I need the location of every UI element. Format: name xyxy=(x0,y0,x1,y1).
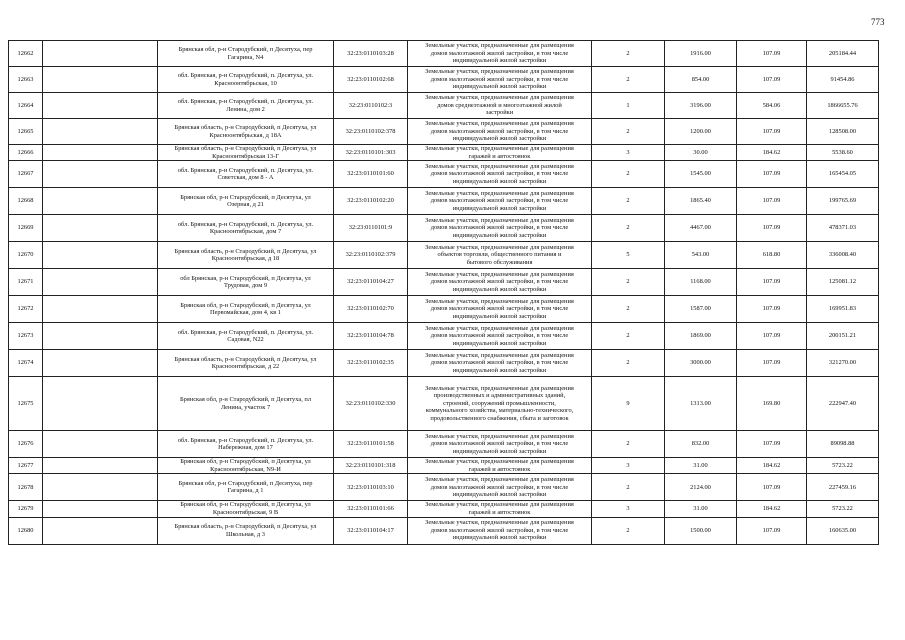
spacer-cell xyxy=(43,67,158,93)
area-cell: 1500.00 xyxy=(665,517,737,544)
specific-value-cell: 107.09 xyxy=(737,188,807,215)
group-number-cell: 3 xyxy=(592,501,665,517)
area-cell: 1168.00 xyxy=(665,269,737,296)
cadastral-number-cell: 32:23:0110104:78 xyxy=(334,323,408,350)
row-number-cell: 12675 xyxy=(9,377,43,431)
table-row xyxy=(9,119,879,145)
cadastral-number-cell: 32:23:0110102:20 xyxy=(334,188,408,215)
row-number-cell: 12680 xyxy=(9,517,43,544)
address-cell: Брянская обл, р-н Стародубский, п Десятуха, пл Ленина, участок 7 xyxy=(158,377,334,431)
cadastral-value-cell: 91454.86 xyxy=(807,67,879,93)
cadastral-number-cell: 32:23:0110101:58 xyxy=(334,431,408,458)
group-number-cell: 2 xyxy=(592,323,665,350)
area-cell: 3000.00 xyxy=(665,350,737,377)
cadastral-number-cell: 32:23:0110101:60 xyxy=(334,161,408,188)
row-number-cell: 12679 xyxy=(9,501,43,517)
table-row xyxy=(9,350,879,377)
address-cell: Брянская обл, р-н Стародубский, п Десятуха, пер Гагарина, N4 xyxy=(158,41,334,67)
row-number-cell: 12672 xyxy=(9,296,43,323)
land-use-cell: Земельные участки, предназначенные для размещения домов малоэтажной жилой застройки, в том числе индивидуальной жилой застройки xyxy=(408,350,592,377)
spacer-cell xyxy=(43,41,158,67)
spacer-cell xyxy=(43,474,158,501)
group-number-cell: 9 xyxy=(592,377,665,431)
spacer-cell xyxy=(43,242,158,269)
group-number-cell: 1 xyxy=(592,93,665,119)
land-use-cell: Земельные участки, предназначенные для размещения домов малоэтажной жилой застройки, в том числе индивидуальной жилой застройки xyxy=(408,67,592,93)
cadastral-value-cell: 169951.83 xyxy=(807,296,879,323)
specific-value-cell: 107.09 xyxy=(737,517,807,544)
address-cell: обл Брянская, р-н Стародубский, п Десятуха, ул Трудовая, дом 9 xyxy=(158,269,334,296)
table-row xyxy=(9,161,879,188)
address-cell: Брянская область, р-н Стародубский, п Десятуха, ул Красноонтябрьская 13-Г xyxy=(158,145,334,161)
area-cell: 1545.00 xyxy=(665,161,737,188)
table-row xyxy=(9,93,879,119)
cadastral-value-cell: 125081.12 xyxy=(807,269,879,296)
table-row xyxy=(9,215,879,242)
table-row xyxy=(9,41,879,67)
cadastral-number-cell: 32:23:0110104:17 xyxy=(334,517,408,544)
cadastral-number-cell: 32:23:0110104:27 xyxy=(334,269,408,296)
table-row xyxy=(9,517,879,544)
address-cell: Брянская обл, р-н Стародубский, п Десятуха, ул Первомайская, дом 4, кв 1 xyxy=(158,296,334,323)
specific-value-cell: 107.09 xyxy=(737,350,807,377)
table-row xyxy=(9,188,879,215)
cadastral-value-cell: 478371.03 xyxy=(807,215,879,242)
group-number-cell: 3 xyxy=(592,458,665,474)
table-body xyxy=(9,41,879,545)
cadastral-value-cell: 165454.05 xyxy=(807,161,879,188)
land-use-cell: Земельные участки, предназначенные для размещения домов малоэтажной жилой застройки, в том числе индивидуальной жилой застройки xyxy=(408,188,592,215)
spacer-cell xyxy=(43,350,158,377)
spacer-cell xyxy=(43,145,158,161)
area-cell: 832.00 xyxy=(665,431,737,458)
area-cell: 1916.00 xyxy=(665,41,737,67)
area-cell: 31.00 xyxy=(665,458,737,474)
cadastral-number-cell: 32:23:0110101:318 xyxy=(334,458,408,474)
address-cell: обл. Брянская, р-н Стародубский, п. Десятуха, ул. Красноонтябрьская, дом 7 xyxy=(158,215,334,242)
cadastral-value-cell: 222947.40 xyxy=(807,377,879,431)
address-cell: обл. Брянская, р-н Стародубский, п. Десятуха, ул. Ленина, дом 2 xyxy=(158,93,334,119)
area-cell: 1313.00 xyxy=(665,377,737,431)
group-number-cell: 2 xyxy=(592,41,665,67)
area-cell: 1587.00 xyxy=(665,296,737,323)
page-number: 773 xyxy=(871,17,885,27)
address-cell: Брянская область, р-н Стародубский, п Десятуха, ул Школьная, д 3 xyxy=(158,517,334,544)
group-number-cell: 2 xyxy=(592,517,665,544)
specific-value-cell: 107.09 xyxy=(737,431,807,458)
specific-value-cell: 107.09 xyxy=(737,474,807,501)
spacer-cell xyxy=(43,431,158,458)
land-use-cell: Земельные участки, предназначенные для размещения домов среднеэтажной и многоэтажной жилой застройки xyxy=(408,93,592,119)
specific-value-cell: 107.09 xyxy=(737,296,807,323)
group-number-cell: 2 xyxy=(592,269,665,296)
specific-value-cell: 618.80 xyxy=(737,242,807,269)
specific-value-cell: 107.09 xyxy=(737,323,807,350)
cadastral-value-cell: 199765.69 xyxy=(807,188,879,215)
address-cell: Брянская область, р-н Стародубский, п Десятуха, ул Красноонтябрьская, д 22 xyxy=(158,350,334,377)
specific-value-cell: 107.09 xyxy=(737,215,807,242)
row-number-cell: 12667 xyxy=(9,161,43,188)
row-number-cell: 12674 xyxy=(9,350,43,377)
group-number-cell: 2 xyxy=(592,215,665,242)
table-row xyxy=(9,296,879,323)
cadastral-number-cell: 32:23:0110101:303 xyxy=(334,145,408,161)
address-cell: Брянская обл, р-н Стародубский, п Десятуха, ул Красноонтябрьская, 9 В xyxy=(158,501,334,517)
land-use-cell: Земельные участки, предназначенные для размещения гаражей и автостоянок xyxy=(408,501,592,517)
address-cell: Брянская обл, р-н Стародубский, п Десятуха, ул Озерная, д 21 xyxy=(158,188,334,215)
row-number-cell: 12670 xyxy=(9,242,43,269)
area-cell: 30.00 xyxy=(665,145,737,161)
area-cell: 854.00 xyxy=(665,67,737,93)
spacer-cell xyxy=(43,188,158,215)
table-row xyxy=(9,377,879,431)
group-number-cell: 2 xyxy=(592,350,665,377)
land-use-cell: Земельные участки, предназначенные для размещения домов малоэтажной жилой застройки, в том числе индивидуальной жилой застройки xyxy=(408,41,592,67)
address-cell: Брянская обл, р-н Стародубский, п Десятуха, ул Красноонтябрьская, N9-И xyxy=(158,458,334,474)
group-number-cell: 2 xyxy=(592,431,665,458)
group-number-cell: 2 xyxy=(592,188,665,215)
address-cell: обл. Брянская, р-н Стародубский, п. Десятуха, ул. Набережная, дом 17 xyxy=(158,431,334,458)
cadastral-number-cell: 32:23:0110103:10 xyxy=(334,474,408,501)
area-cell: 31.00 xyxy=(665,501,737,517)
group-number-cell: 2 xyxy=(592,67,665,93)
land-use-cell: Земельные участки, предназначенные для размещения гаражей и автостоянок xyxy=(408,145,592,161)
table-row xyxy=(9,269,879,296)
cadastral-value-cell: 5723.22 xyxy=(807,501,879,517)
table-row xyxy=(9,323,879,350)
row-number-cell: 12677 xyxy=(9,458,43,474)
land-use-cell: Земельные участки, предназначенные для размещения гаражей и автостоянок xyxy=(408,458,592,474)
cadastral-value-cell: 160635.00 xyxy=(807,517,879,544)
land-use-cell: Земельные участки, предназначенные для размещения домов малоэтажной жилой застройки, в том числе индивидуальной жилой застройки xyxy=(408,215,592,242)
address-cell: обл. Брянская, р-н Стародубский, п. Десятуха, ул. Советская, дом 8 - А xyxy=(158,161,334,188)
table-row xyxy=(9,431,879,458)
land-use-cell: Земельные участки, предназначенные для размещения домов малоэтажной жилой застройки, в том числе индивидуальной жилой застройки xyxy=(408,517,592,544)
row-number-cell: 12669 xyxy=(9,215,43,242)
group-number-cell: 2 xyxy=(592,296,665,323)
specific-value-cell: 169.80 xyxy=(737,377,807,431)
table-row xyxy=(9,474,879,501)
cadastral-number-cell: 32:23:0110102:379 xyxy=(334,242,408,269)
cadastral-value-table xyxy=(8,40,879,545)
land-use-cell: Земельные участки, предназначенные для размещения домов малоэтажной жилой застройки, в том числе индивидуальной жилой застройки xyxy=(408,119,592,145)
cadastral-value-cell: 5723.22 xyxy=(807,458,879,474)
spacer-cell xyxy=(43,501,158,517)
specific-value-cell: 107.09 xyxy=(737,119,807,145)
spacer-cell xyxy=(43,296,158,323)
cadastral-number-cell: 32:23:0110101:9 xyxy=(334,215,408,242)
cadastral-value-cell: 227459.16 xyxy=(807,474,879,501)
spacer-cell xyxy=(43,269,158,296)
spacer-cell xyxy=(43,119,158,145)
spacer-cell xyxy=(43,323,158,350)
address-cell: обл. Брянская, р-н Стародубский, п. Десятуха, ул. Садовая, N22 xyxy=(158,323,334,350)
cadastral-number-cell: 32:23:0110102:35 xyxy=(334,350,408,377)
cadastral-number-cell: 32:23:0110101:66 xyxy=(334,501,408,517)
row-number-cell: 12668 xyxy=(9,188,43,215)
row-number-cell: 12662 xyxy=(9,41,43,67)
cadastral-value-cell: 336008.40 xyxy=(807,242,879,269)
cadastral-value-cell: 89098.88 xyxy=(807,431,879,458)
specific-value-cell: 107.09 xyxy=(737,269,807,296)
spacer-cell xyxy=(43,517,158,544)
land-use-cell: Земельные участки, предназначенные для размещения домов малоэтажной жилой застройки, в том числе индивидуальной жилой застройки xyxy=(408,431,592,458)
specific-value-cell: 184.62 xyxy=(737,458,807,474)
area-cell: 3196.00 xyxy=(665,93,737,119)
spacer-cell xyxy=(43,93,158,119)
address-cell: Брянская обл, р-н Стародубский, п Десятуха, пер Гагарина, д 1 xyxy=(158,474,334,501)
land-use-cell: Земельные участки, предназначенные для размещения домов малоэтажной жилой застройки, в том числе индивидуальной жилой застройки xyxy=(408,296,592,323)
cadastral-number-cell: 32:23:0110102:70 xyxy=(334,296,408,323)
cadastral-number-cell: 32:23:0110102:3 xyxy=(334,93,408,119)
specific-value-cell: 184.62 xyxy=(737,501,807,517)
area-cell: 1865.40 xyxy=(665,188,737,215)
area-cell: 4467.00 xyxy=(665,215,737,242)
cadastral-number-cell: 32:23:0110103:28 xyxy=(334,41,408,67)
group-number-cell: 3 xyxy=(592,145,665,161)
table-row xyxy=(9,145,879,161)
cadastral-value-cell: 321270.00 xyxy=(807,350,879,377)
specific-value-cell: 107.09 xyxy=(737,161,807,188)
group-number-cell: 2 xyxy=(592,161,665,188)
row-number-cell: 12663 xyxy=(9,67,43,93)
cadastral-value-cell: 200151.21 xyxy=(807,323,879,350)
land-use-cell: Земельные участки, предназначенные для размещения производственных и административных зданий, строений, сооружений промышленности, коммунального хозяйства, материально-технического, продовольственного снабжения, сбыта и заготовок xyxy=(408,377,592,431)
land-use-cell: Земельные участки, предназначенные для размещения домов малоэтажной жилой застройки, в том числе индивидуальной жилой застройки xyxy=(408,269,592,296)
table-row xyxy=(9,501,879,517)
specific-value-cell: 107.09 xyxy=(737,67,807,93)
land-use-cell: Земельные участки, предназначенные для размещения домов малоэтажной жилой застройки, в том числе индивидуальной жилой застройки xyxy=(408,474,592,501)
land-use-cell: Земельные участки, предназначенные для размещения объектов торговли, общественного питания и бытового обслуживания xyxy=(408,242,592,269)
land-use-cell: Земельные участки, предназначенные для размещения домов малоэтажной жилой застройки, в том числе индивидуальной жилой застройки xyxy=(408,161,592,188)
row-number-cell: 12673 xyxy=(9,323,43,350)
cadastral-number-cell: 32:23:0110102:330 xyxy=(334,377,408,431)
spacer-cell xyxy=(43,458,158,474)
land-use-cell: Земельные участки, предназначенные для размещения домов малоэтажной жилой застройки, в том числе индивидуальной жилой застройки xyxy=(408,323,592,350)
row-number-cell: 12671 xyxy=(9,269,43,296)
cadastral-value-cell: 5538.60 xyxy=(807,145,879,161)
group-number-cell: 2 xyxy=(592,119,665,145)
group-number-cell: 5 xyxy=(592,242,665,269)
address-cell: обл. Брянская, р-н Стародубский, п. Десятуха, ул. Красноонтябрьская, 10 xyxy=(158,67,334,93)
area-cell: 1200.00 xyxy=(665,119,737,145)
cadastral-value-cell: 205184.44 xyxy=(807,41,879,67)
address-cell: Брянская область, р-н Стародубский, п Десятуха, ул Красноонтябрьская, д 18 xyxy=(158,242,334,269)
area-cell: 1869.00 xyxy=(665,323,737,350)
area-cell: 543.00 xyxy=(665,242,737,269)
row-number-cell: 12666 xyxy=(9,145,43,161)
spacer-cell xyxy=(43,161,158,188)
row-number-cell: 12665 xyxy=(9,119,43,145)
cadastral-value-cell: 1866655.76 xyxy=(807,93,879,119)
specific-value-cell: 107.09 xyxy=(737,41,807,67)
spacer-cell xyxy=(43,377,158,431)
specific-value-cell: 184.62 xyxy=(737,145,807,161)
cadastral-number-cell: 32:23:0110102:378 xyxy=(334,119,408,145)
row-number-cell: 12678 xyxy=(9,474,43,501)
address-cell: Брянская область, р-н Стародубский, п Десятуха, ул Красноонтябрьская, д 18А xyxy=(158,119,334,145)
table-row xyxy=(9,458,879,474)
table-row xyxy=(9,67,879,93)
group-number-cell: 2 xyxy=(592,474,665,501)
spacer-cell xyxy=(43,215,158,242)
row-number-cell: 12664 xyxy=(9,93,43,119)
area-cell: 2124.00 xyxy=(665,474,737,501)
specific-value-cell: 584.06 xyxy=(737,93,807,119)
row-number-cell: 12676 xyxy=(9,431,43,458)
table-row xyxy=(9,242,879,269)
cadastral-value-cell: 128508.00 xyxy=(807,119,879,145)
cadastral-number-cell: 32:23:0110102:68 xyxy=(334,67,408,93)
